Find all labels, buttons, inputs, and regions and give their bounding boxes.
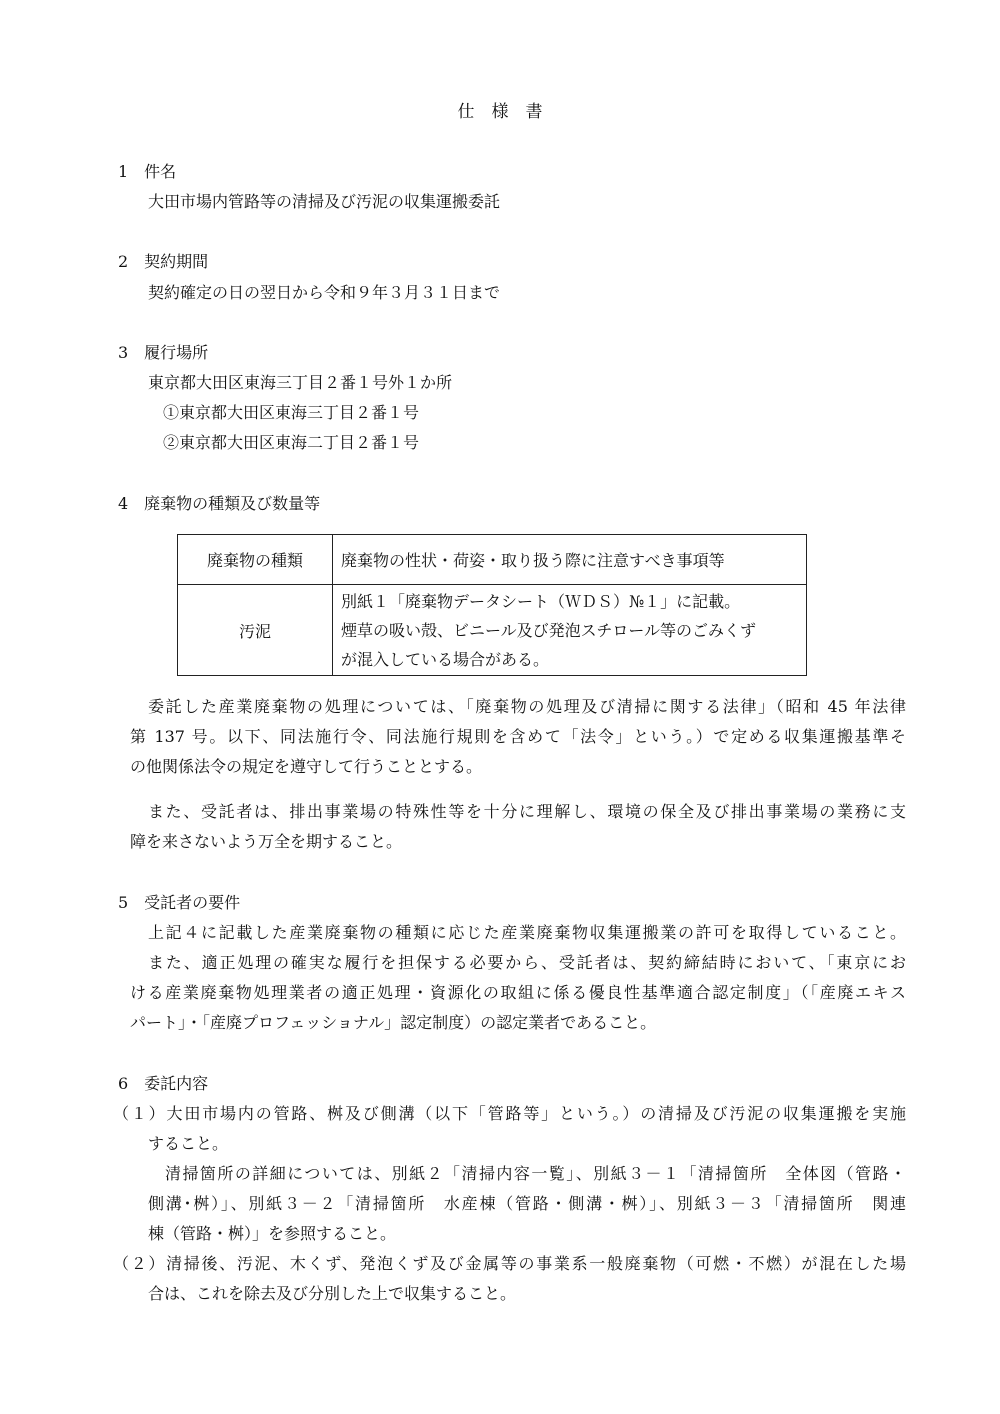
- table-header-notes: 廃棄物の性状・荷姿・取り扱う際に注意すべき事項等: [333, 535, 807, 585]
- item-2-line-2: 合は、これを除去及び分別した上で収集すること。: [148, 1284, 517, 1303]
- section-4-para-1-line-2: 第 137 号。以下、同法施行令、同法施行規則を含めて「法令」という。）で定める収集運搬基準そ: [130, 727, 906, 746]
- table-cell-type: 汚泥: [178, 585, 333, 676]
- document-title: 仕 様 書: [457, 102, 543, 122]
- waste-table: [177, 534, 807, 676]
- table-header-type: 廃棄物の種類: [178, 535, 333, 585]
- item-1-line-1: （１）大田市場内の管路、桝及び側溝（以下「管路等」という。）の清掃及び汚泥の収集運搬を実施: [113, 1104, 906, 1123]
- section-5-line-3: ける産業廃棄物処理業者の適正処理・資源化の取組に係る優良性基準適合認定制度」（「産廃エキス: [130, 983, 906, 1002]
- section-4-para-1-line-3: の他関係法令の規定を遵守して行うこととする。: [130, 757, 483, 776]
- table-cell-notes: [333, 585, 807, 676]
- section-6-heading: 6 委託内容: [118, 1074, 209, 1093]
- location-item-2: ②東京都大田区東海二丁目２番１号: [163, 433, 420, 452]
- section-4-para-2-line-1: また、受託者は、排出事業場の特殊性等を十分に理解し、環境の保全及び排出事業場の業務に支: [148, 802, 906, 821]
- section-3-body: 東京都大田区東海三丁目２番１号外１か所: [148, 373, 453, 392]
- item-2-line-1: （２）清掃後、汚泥、木くず、発泡くず及び金属等の事業系一般廃棄物（可燃・不燃）が混在した場: [113, 1254, 906, 1273]
- section-4-heading: 4 廃棄物の種類及び数量等: [118, 494, 321, 513]
- table-row: [178, 585, 807, 676]
- section-4-para-1-line-1: 委託した産業廃棄物の処理については、「廃棄物の処理及び清掃に関する法律」（昭和 45 年法律: [148, 697, 906, 716]
- section-1-body: 大田市場内管路等の清掃及び汚泥の収集運搬委託: [148, 192, 501, 211]
- table-header-row: [178, 535, 807, 585]
- item-1-line-4: 側溝･桝）」、別紙３－２「清掃箇所 水産棟（管路・側溝・桝）」、別紙３－３「清掃箇所 関連: [148, 1194, 906, 1213]
- item-1-line-3: 清掃箇所の詳細については、別紙２「清掃内容一覧」、別紙３－１「清掃箇所 全体図（管路・: [165, 1164, 906, 1183]
- notes-line-2: 煙草の吸い殻、ビニール及び発泡スチロール等のごみくず: [341, 620, 757, 640]
- section-2-body: 契約確定の日の翌日から令和９年３月３１日まで: [148, 283, 501, 302]
- location-item-1: ①東京都大田区東海三丁目２番１号: [163, 403, 420, 422]
- section-5-heading: 5 受託者の要件: [118, 893, 241, 912]
- notes-line-3: が混入している場合がある。: [341, 649, 550, 669]
- section-5-line-4: パート」・「産廃プロフェッショナル」認定制度）の認定業者であること。: [130, 1013, 657, 1032]
- section-2-heading: 2 契約期間: [118, 252, 209, 271]
- item-1-line-5: 棟（管路・桝）」を参照すること。: [148, 1224, 397, 1243]
- notes-line-1: 別紙１「廃棄物データシート（ＷＤＳ）№１」に記載。: [341, 591, 741, 611]
- section-1-heading: 1 件名: [118, 162, 177, 181]
- section-4-para-2-line-2: 障を来さないよう万全を期すること。: [130, 832, 403, 851]
- section-5-line-1: 上記４に記載した産業廃棄物の種類に応じた産業廃棄物収集運搬業の許可を取得していること。: [148, 923, 906, 942]
- section-5-line-2: また、適正処理の確実な履行を担保する必要から、受託者は、契約締結時において、「東京にお: [148, 953, 906, 972]
- section-3-heading: 3 履行場所: [118, 343, 209, 362]
- item-1-line-2: すること。: [148, 1134, 229, 1153]
